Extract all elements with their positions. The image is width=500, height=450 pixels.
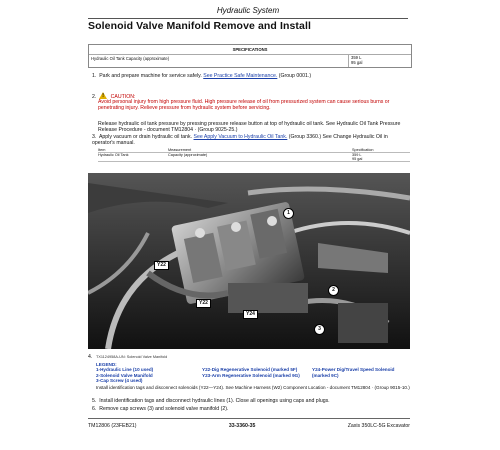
legend-item: 3-Cap Screw (4 used) <box>96 378 143 384</box>
callout-1: 1 <box>283 208 294 219</box>
spec-value <box>349 55 411 67</box>
legend-item: Y24-Power Dig/Travel Speed Solenoid (marked 9C) <box>312 367 395 378</box>
footer-model: Zaxis 350LC-5G Excavator <box>347 423 410 429</box>
legend-columns <box>96 367 410 383</box>
legend-body: Install identification tags and disconnect solenoids (Y22—Y24). See Machine Harness (W2) Component Location - document TM12804 · (Group 9015-10.) <box>96 384 410 390</box>
label-y22-upper: Y22 <box>154 261 169 270</box>
step-number: 1. <box>92 73 97 79</box>
legend-heading: LEGEND: <box>96 362 117 367</box>
spec-value-gallons: 95 gal <box>351 59 363 65</box>
caution-label: CAUTION: <box>110 94 136 100</box>
solenoid-valve-manifold-photo <box>88 173 410 349</box>
col-item: Item <box>98 148 106 152</box>
callout-2: 2 <box>328 285 339 296</box>
page-footer <box>88 418 410 429</box>
specifications-table <box>88 44 412 68</box>
legend <box>96 362 410 390</box>
table-row <box>98 153 410 162</box>
legend-item: Y22-Dig Regenerative Solenoid (marked 5F) <box>202 367 298 373</box>
figure-caption: TX1124958A-UN: Solenoid Valve Manifold <box>96 355 168 359</box>
spec-gallons: 95 gal <box>352 157 363 161</box>
cell-item: Hydraulic Oil Tank <box>98 153 129 157</box>
step-1 <box>92 73 410 79</box>
step-number: 2. <box>92 94 97 100</box>
legend-col-2 <box>202 367 306 383</box>
step-text-continued: (Group 3360.) See Change Hydraulic Oil in operator's manual. <box>92 134 388 147</box>
spec-value-liters: 359 L <box>351 55 362 60</box>
warning-icon <box>99 92 107 99</box>
caution-text: Avoid personal injury from high pressure fluid. High pressure release of oil from pressurized system can cause serious burns or penetrating injury. Relieve pressure from hydraulic system before servicing. <box>98 99 390 112</box>
step-group-ref: (Group 0001.) <box>278 73 312 79</box>
legend-col-3 <box>312 367 410 383</box>
col-measurement: Measurement <box>168 148 192 152</box>
step-6 <box>92 406 410 412</box>
cell-measurement: Capacity (approximate) <box>168 153 208 157</box>
step-text: Install identification tags and disconnect hydraulic lines (1). Close all openings using caps and plugs. <box>99 398 330 404</box>
step-number: 3. <box>92 134 97 140</box>
col-specification: Specification <box>352 148 374 152</box>
apply-vacuum-link[interactable]: See Apply Vacuum to Hydraulic Oil Tank. <box>193 134 288 140</box>
footer-page-number: 33-3360-35 <box>228 423 256 429</box>
measurement-table <box>98 148 410 162</box>
legend-item: 1-Hydraulic Line (10 used) <box>96 367 154 373</box>
spec-item: Hydraulic Oil Tank Capacity (approximate) <box>89 55 349 67</box>
step-4-number: 4. <box>88 354 93 360</box>
step-number: 6. <box>92 406 97 412</box>
step-text: Remove cap screws (3) and solenoid valve manifold (2). <box>99 406 229 412</box>
step-number: 5. <box>92 398 97 404</box>
callout-3: 3 <box>314 324 325 335</box>
practice-safe-maintenance-link[interactable]: See Practice Safe Maintenance. <box>203 73 278 79</box>
cell-specification <box>352 153 410 161</box>
step-3 <box>92 134 410 147</box>
page-title: Solenoid Valve Manifold Remove and Install <box>88 20 311 32</box>
step-2-text: Release hydraulic oil tank pressure by pressing pressure release button at top of hydraulic oil tank. See Hydraulic Oil Tank Pressure Release Procedure - document TM12804 · (Group 9025-25.) <box>98 121 401 134</box>
spec-liters: 359 L <box>352 153 362 157</box>
step-text: Apply vacuum or drain hydraulic oil tank. <box>98 134 193 140</box>
section-header: Hydraulic System <box>88 6 408 19</box>
step-text: Park and prepare machine for service safely. <box>99 73 202 79</box>
legend-item: 2-Solenoid Valve Manifold <box>96 372 153 378</box>
legend-item: Y23-Arm Regenerative Solenoid (marked 9G) <box>202 372 300 378</box>
footer-document-id: TM12806 (23FEB21) <box>88 423 137 429</box>
step-5 <box>92 398 410 404</box>
spec-heading: SPECIFICATIONS <box>89 45 411 55</box>
manifold-photo-illustration <box>88 173 410 349</box>
label-y22-lower: Y22 <box>196 299 211 308</box>
label-y24: Y24 <box>243 310 258 319</box>
legend-col-1 <box>96 367 196 383</box>
